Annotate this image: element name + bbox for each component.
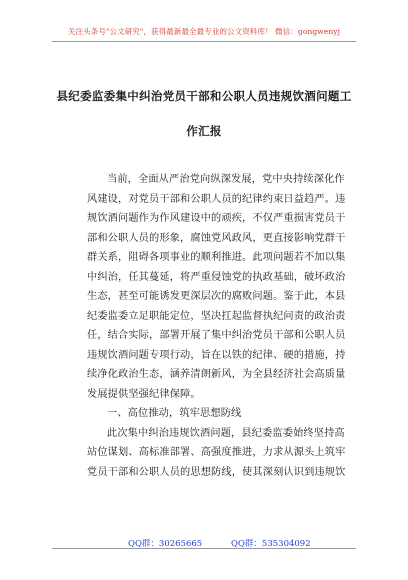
qq-group-2: QQ群：535304092 — [231, 539, 311, 549]
body-line: 生态，甚至可能诱发更深层次的腐败问题。鉴于此，本县 — [87, 291, 346, 302]
body-line: 部和公职人员的形象，腐蚀党风政风，更直接影响党群干 — [87, 232, 346, 244]
footer-divider — [52, 548, 356, 549]
body-line: 续净化政治生态，涵养清朗新风，为全县经济社会高质量 — [87, 369, 346, 380]
body-line: 纪委监委立足职能定位，坚决扛起监督执纪问责的政治责 — [87, 310, 346, 322]
qq-group-1: QQ群：30265665 — [128, 539, 203, 549]
body-line: 群关系，阻碍各项事业的顺利推进。此项问题若不加以集 — [87, 252, 346, 263]
body-line: 违规饮酒问题专项行动，旨在以铁的纪律、硬的措施，持 — [87, 349, 346, 361]
body-line: 党员干部和公职人员的思想防线，使其深刻认识到违规饮 — [87, 466, 346, 478]
document-body — [87, 170, 352, 482]
document-title-line-2: 作汇报 — [186, 124, 222, 138]
body-line: 风建设，对党员干部和公职人员的纪律约束日益趋严。违 — [87, 193, 346, 205]
body-line: 站位谋划、高标准部署、高强度推进，力求从源头上筑牢 — [87, 447, 346, 458]
body-line: 此次集中纠治违规饮酒问题，县纪委监委始终坚持高 — [107, 427, 345, 439]
body-line: 规饮酒问题作为作风建设中的顽疾，不仅严重损害党员干 — [87, 213, 346, 224]
header-banner: 关注头条号"公文研究"，获得最新最全最专业的公文资料库！ 微信：gongwenyj — [67, 27, 341, 36]
section-heading: 一、高位推动，筑牢思想防线 — [107, 408, 242, 419]
document-title-line-1: 县纪委监委集中纠治党员干部和公职人员违规饮酒问题工 — [56, 89, 352, 103]
header-divider — [52, 41, 356, 42]
body-line: 任，结合实际，部署开展了集中纠治党员干部和公职人员 — [87, 330, 346, 341]
body-line: 发展提供坚强纪律保障。 — [87, 388, 201, 400]
body-line: 中纠治，任其蔓延，将严重侵蚀党的执政基础，破坏政治 — [87, 271, 346, 283]
body-line: 当前，全面从严治党向纵深发展，党中央持续深化作 — [107, 174, 345, 185]
